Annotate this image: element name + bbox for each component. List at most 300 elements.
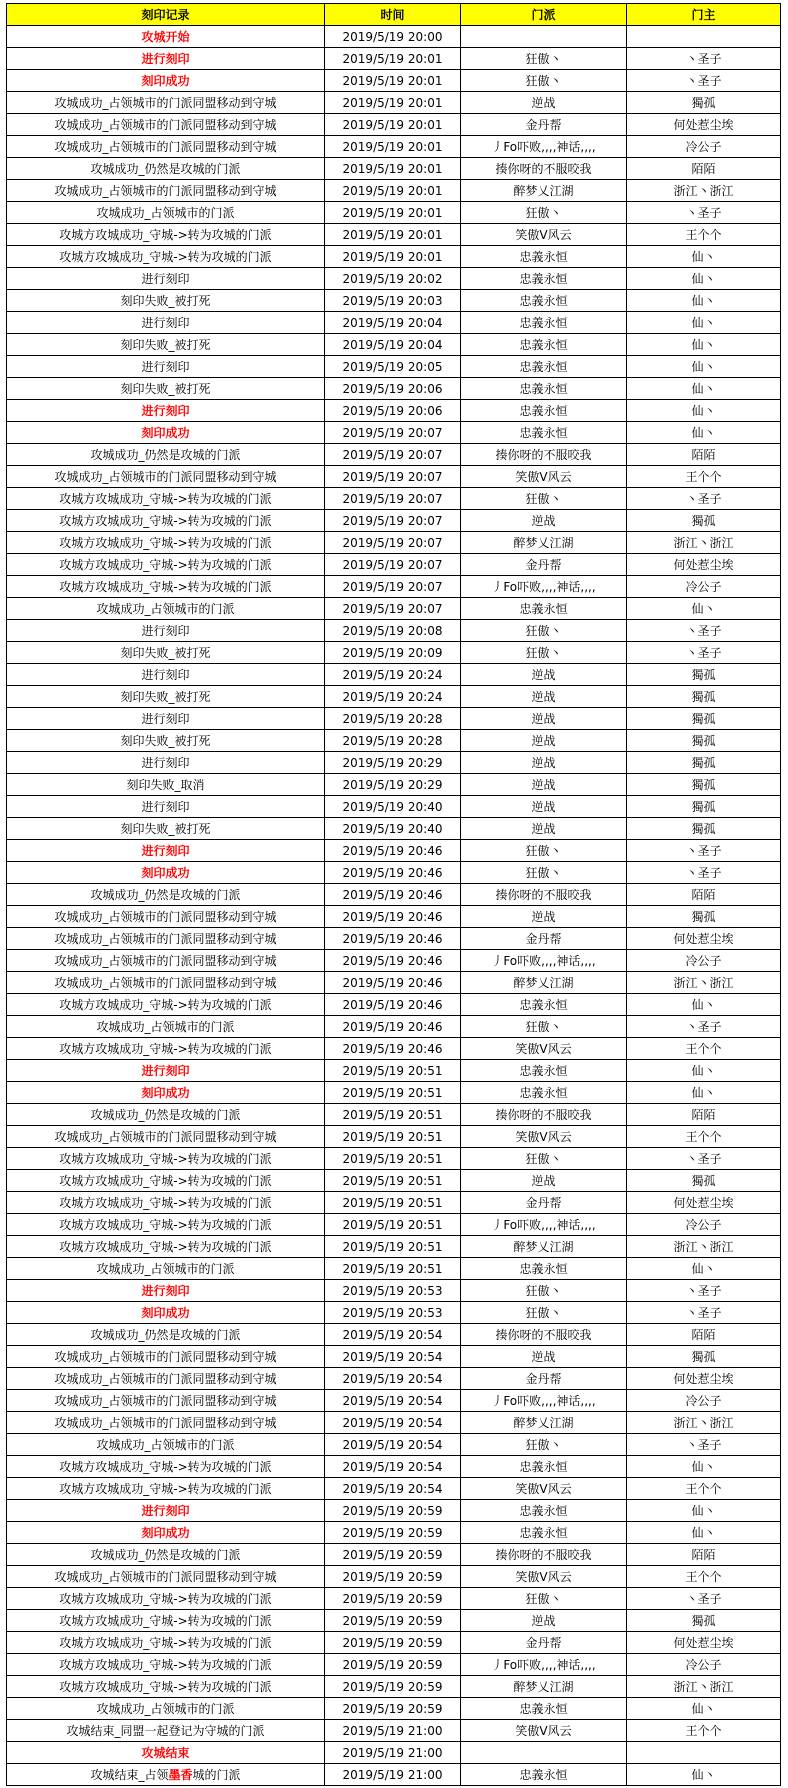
event-cell: 攻城方攻城成功_守城->转为攻城的门派 <box>7 224 325 246</box>
table-row <box>7 928 781 950</box>
sect-cell: 丿Fo吓败,,,,神话,,,, <box>461 950 627 972</box>
leader-cell: 何处惹尘埃 <box>627 1368 781 1390</box>
sect-cell: 逆战 <box>461 796 627 818</box>
sect-cell: 狂傲丶 <box>461 1588 627 1610</box>
event-cell: 进行刻印 <box>7 752 325 774</box>
sect-cell: 狂傲丶 <box>461 488 627 510</box>
event-cell: 攻城方攻城成功_守城->转为攻城的门派 <box>7 1192 325 1214</box>
leader-cell: 王个个 <box>627 466 781 488</box>
event-cell: 攻城成功_仍然是攻城的门派 <box>7 1544 325 1566</box>
table-row <box>7 1698 781 1720</box>
sect-cell: 狂傲丶 <box>461 620 627 642</box>
leader-cell: 獨孤 <box>627 1610 781 1632</box>
time-cell: 2019/5/19 20:04 <box>325 334 461 356</box>
sect-cell: 忠義永恒 <box>461 356 627 378</box>
sect-cell: 金丹帮 <box>461 1632 627 1654</box>
table-row <box>7 1566 781 1588</box>
sect-cell: 丿Fo吓败,,,,神话,,,, <box>461 136 627 158</box>
sect-cell: 金丹帮 <box>461 1192 627 1214</box>
sect-cell: 狂傲丶 <box>461 202 627 224</box>
leader-cell: 陌陌 <box>627 444 781 466</box>
event-cell: 进行刻印 <box>7 356 325 378</box>
time-cell: 2019/5/19 20:51 <box>325 1192 461 1214</box>
table-row <box>7 576 781 598</box>
leader-cell: 仙丶 <box>627 378 781 400</box>
sect-cell: 金丹帮 <box>461 114 627 136</box>
leader-cell: 丶圣子 <box>627 202 781 224</box>
table-row <box>7 1038 781 1060</box>
time-cell: 2019/5/19 20:59 <box>325 1654 461 1676</box>
event-cell: 攻城成功_占领城市的门派同盟移动到守城 <box>7 906 325 928</box>
time-cell: 2019/5/19 20:51 <box>325 1258 461 1280</box>
sect-cell: 忠義永恒 <box>461 1764 627 1786</box>
leader-cell: 獨孤 <box>627 708 781 730</box>
time-cell: 2019/5/19 20:24 <box>325 686 461 708</box>
table-row <box>7 1280 781 1302</box>
sect-cell: 醉梦乂江湖 <box>461 1236 627 1258</box>
table-row <box>7 1720 781 1742</box>
sect-cell: 狂傲丶 <box>461 1302 627 1324</box>
event-cell: 攻城成功_占领城市的门派同盟移动到守城 <box>7 1390 325 1412</box>
event-cell: 刻印成功 <box>7 1082 325 1104</box>
sect-cell: 逆战 <box>461 686 627 708</box>
leader-cell: 仙丶 <box>627 1082 781 1104</box>
time-cell: 2019/5/19 20:46 <box>325 950 461 972</box>
header-event: 刻印记录 <box>7 4 325 26</box>
table-row <box>7 1324 781 1346</box>
sect-cell: 揍你呀的不服咬我 <box>461 1324 627 1346</box>
sect-cell: 笑傲V风云 <box>461 1720 627 1742</box>
event-cell: 攻城成功_仍然是攻城的门派 <box>7 1324 325 1346</box>
leader-cell: 仙丶 <box>627 356 781 378</box>
table-row <box>7 1764 781 1786</box>
sect-cell: 笑傲V风云 <box>461 1126 627 1148</box>
event-cell: 攻城成功_占领城市的门派同盟移动到守城 <box>7 1368 325 1390</box>
time-cell: 2019/5/19 21:00 <box>325 1720 461 1742</box>
leader-cell: 獨孤 <box>627 818 781 840</box>
time-cell: 2019/5/19 20:59 <box>325 1632 461 1654</box>
table-body <box>7 26 781 1786</box>
event-cell: 刻印失败_被打死 <box>7 334 325 356</box>
time-cell: 2019/5/19 20:46 <box>325 994 461 1016</box>
leader-cell: 獨孤 <box>627 774 781 796</box>
sect-cell: 逆战 <box>461 1610 627 1632</box>
sect-cell: 逆战 <box>461 818 627 840</box>
sect-cell: 狂傲丶 <box>461 1016 627 1038</box>
leader-cell: 仙丶 <box>627 994 781 1016</box>
leader-cell: 陌陌 <box>627 1104 781 1126</box>
leader-cell: 獨孤 <box>627 664 781 686</box>
table-row <box>7 664 781 686</box>
leader-cell: 王个个 <box>627 1720 781 1742</box>
event-cell: 进行刻印 <box>7 708 325 730</box>
leader-cell: 丶圣子 <box>627 862 781 884</box>
time-cell: 2019/5/19 20:59 <box>325 1544 461 1566</box>
event-cell: 攻城成功_仍然是攻城的门派 <box>7 884 325 906</box>
table-row <box>7 1390 781 1412</box>
table-row <box>7 818 781 840</box>
event-cell: 攻城成功_占领城市的门派同盟移动到守城 <box>7 1412 325 1434</box>
table-row <box>7 1588 781 1610</box>
event-cell: 攻城方攻城成功_守城->转为攻城的门派 <box>7 510 325 532</box>
sect-cell: 笑傲V风云 <box>461 466 627 488</box>
event-cell: 进行刻印 <box>7 664 325 686</box>
table-row <box>7 224 781 246</box>
time-cell: 2019/5/19 20:59 <box>325 1522 461 1544</box>
event-cell: 攻城成功_仍然是攻城的门派 <box>7 158 325 180</box>
event-cell: 攻城方攻城成功_守城->转为攻城的门派 <box>7 554 325 576</box>
leader-cell: 仙丶 <box>627 312 781 334</box>
table-row <box>7 1060 781 1082</box>
leader-cell <box>627 26 781 48</box>
time-cell: 2019/5/19 20:02 <box>325 268 461 290</box>
header-sect: 门派 <box>461 4 627 26</box>
time-cell: 2019/5/19 20:46 <box>325 972 461 994</box>
sect-cell: 逆战 <box>461 730 627 752</box>
table-header-row <box>7 4 781 26</box>
table-row <box>7 1632 781 1654</box>
leader-cell: 仙丶 <box>627 246 781 268</box>
leader-cell: 仙丶 <box>627 268 781 290</box>
leader-cell: 王个个 <box>627 1478 781 1500</box>
table-row <box>7 136 781 158</box>
leader-cell: 獨孤 <box>627 510 781 532</box>
event-cell: 攻城方攻城成功_守城->转为攻城的门派 <box>7 1148 325 1170</box>
leader-cell: 冷公子 <box>627 576 781 598</box>
event-cell: 攻城结束_占领墨香城的门派 <box>7 1764 325 1786</box>
time-cell: 2019/5/19 20:08 <box>325 620 461 642</box>
leader-cell: 獨孤 <box>627 906 781 928</box>
event-cell: 进行刻印 <box>7 312 325 334</box>
leader-cell: 丶圣子 <box>627 1434 781 1456</box>
time-cell: 2019/5/19 20:46 <box>325 862 461 884</box>
sect-cell: 醉梦乂江湖 <box>461 1412 627 1434</box>
leader-cell: 王个个 <box>627 1126 781 1148</box>
table-row <box>7 444 781 466</box>
time-cell: 2019/5/19 20:01 <box>325 180 461 202</box>
event-cell: 攻城成功_占领城市的门派同盟移动到守城 <box>7 180 325 202</box>
table-row <box>7 1126 781 1148</box>
time-cell: 2019/5/19 20:54 <box>325 1478 461 1500</box>
sect-cell: 狂傲丶 <box>461 48 627 70</box>
event-cell: 攻城方攻城成功_守城->转为攻城的门派 <box>7 1588 325 1610</box>
event-cell: 攻城方攻城成功_守城->转为攻城的门派 <box>7 1236 325 1258</box>
leader-cell: 丶圣子 <box>627 488 781 510</box>
sect-cell: 醉梦乂江湖 <box>461 1676 627 1698</box>
leader-cell: 丶圣子 <box>627 48 781 70</box>
sect-cell: 醉梦乂江湖 <box>461 180 627 202</box>
time-cell: 2019/5/19 20:06 <box>325 400 461 422</box>
table-row <box>7 158 781 180</box>
table-row <box>7 642 781 664</box>
table-row <box>7 466 781 488</box>
event-cell: 进行刻印 <box>7 620 325 642</box>
leader-cell: 浙江丶浙江 <box>627 180 781 202</box>
sect-cell: 逆战 <box>461 708 627 730</box>
table-row <box>7 906 781 928</box>
leader-cell: 仙丶 <box>627 1522 781 1544</box>
sect-cell: 忠義永恒 <box>461 994 627 1016</box>
event-cell: 刻印失败_取消 <box>7 774 325 796</box>
table-row <box>7 1522 781 1544</box>
leader-cell: 冷公子 <box>627 1654 781 1676</box>
table-row <box>7 114 781 136</box>
table-row <box>7 268 781 290</box>
table-row <box>7 1412 781 1434</box>
time-cell: 2019/5/19 20:09 <box>325 642 461 664</box>
table-row <box>7 1214 781 1236</box>
sect-cell <box>461 1742 627 1764</box>
event-cell: 攻城成功_占领城市的门派同盟移动到守城 <box>7 928 325 950</box>
table-row <box>7 1346 781 1368</box>
leader-cell: 冷公子 <box>627 1214 781 1236</box>
time-cell: 2019/5/19 20:54 <box>325 1324 461 1346</box>
event-cell: 攻城成功_占领城市的门派同盟移动到守城 <box>7 972 325 994</box>
time-cell: 2019/5/19 20:06 <box>325 378 461 400</box>
leader-cell: 浙江丶浙江 <box>627 972 781 994</box>
leader-cell: 獨孤 <box>627 686 781 708</box>
sect-cell: 丿Fo吓败,,,,神话,,,, <box>461 1654 627 1676</box>
table-row <box>7 752 781 774</box>
header-leader: 门主 <box>627 4 781 26</box>
sect-cell: 忠義永恒 <box>461 1258 627 1280</box>
event-cell: 攻城方攻城成功_守城->转为攻城的门派 <box>7 532 325 554</box>
leader-cell: 冷公子 <box>627 136 781 158</box>
time-cell: 2019/5/19 20:07 <box>325 444 461 466</box>
sect-cell: 逆战 <box>461 774 627 796</box>
highlighted-city-name: 墨香 <box>168 1767 193 1782</box>
event-cell: 攻城方攻城成功_守城->转为攻城的门派 <box>7 1170 325 1192</box>
sect-cell: 忠義永恒 <box>461 312 627 334</box>
sect-cell: 笑傲V风云 <box>461 1566 627 1588</box>
time-cell: 2019/5/19 20:07 <box>325 576 461 598</box>
sect-cell: 忠義永恒 <box>461 378 627 400</box>
time-cell: 2019/5/19 20:01 <box>325 224 461 246</box>
sect-cell: 揍你呀的不服咬我 <box>461 884 627 906</box>
time-cell: 2019/5/19 20:07 <box>325 598 461 620</box>
time-cell: 2019/5/19 20:07 <box>325 422 461 444</box>
event-cell: 刻印成功 <box>7 422 325 444</box>
event-cell: 进行刻印 <box>7 268 325 290</box>
leader-cell: 獨孤 <box>627 1170 781 1192</box>
table-row <box>7 1434 781 1456</box>
time-cell: 2019/5/19 20:07 <box>325 488 461 510</box>
sect-cell: 丿Fo吓败,,,,神话,,,, <box>461 1390 627 1412</box>
time-cell: 2019/5/19 20:29 <box>325 752 461 774</box>
leader-cell: 仙丶 <box>627 1698 781 1720</box>
event-cell: 进行刻印 <box>7 840 325 862</box>
sect-cell: 狂傲丶 <box>461 1434 627 1456</box>
sect-cell: 忠義永恒 <box>461 400 627 422</box>
leader-cell: 陌陌 <box>627 1324 781 1346</box>
table-row <box>7 950 781 972</box>
event-cell: 进行刻印 <box>7 1500 325 1522</box>
event-cell: 攻城成功_占领城市的门派同盟移动到守城 <box>7 1346 325 1368</box>
sect-cell: 逆战 <box>461 1346 627 1368</box>
event-cell: 攻城方攻城成功_守城->转为攻城的门派 <box>7 1456 325 1478</box>
leader-cell: 何处惹尘埃 <box>627 554 781 576</box>
time-cell: 2019/5/19 20:51 <box>325 1214 461 1236</box>
sect-cell: 揍你呀的不服咬我 <box>461 1544 627 1566</box>
time-cell: 2019/5/19 20:01 <box>325 48 461 70</box>
event-cell: 攻城方攻城成功_守城->转为攻城的门派 <box>7 1676 325 1698</box>
time-cell: 2019/5/19 21:00 <box>325 1742 461 1764</box>
table-row <box>7 92 781 114</box>
time-cell: 2019/5/19 20:51 <box>325 1170 461 1192</box>
time-cell: 2019/5/19 20:01 <box>325 70 461 92</box>
sect-cell: 揍你呀的不服咬我 <box>461 158 627 180</box>
event-cell: 攻城成功_占领城市的门派同盟移动到守城 <box>7 950 325 972</box>
event-cell: 攻城结束 <box>7 1742 325 1764</box>
leader-cell: 丶圣子 <box>627 1280 781 1302</box>
leader-cell: 冷公子 <box>627 1390 781 1412</box>
event-cell: 攻城成功_占领城市的门派 <box>7 202 325 224</box>
table-row <box>7 180 781 202</box>
time-cell: 2019/5/19 20:07 <box>325 466 461 488</box>
sect-cell: 狂傲丶 <box>461 70 627 92</box>
table-row <box>7 1170 781 1192</box>
table-row <box>7 1192 781 1214</box>
table-row <box>7 290 781 312</box>
time-cell: 2019/5/19 20:01 <box>325 202 461 224</box>
event-cell: 刻印成功 <box>7 862 325 884</box>
leader-cell: 丶圣子 <box>627 1148 781 1170</box>
time-cell: 2019/5/19 20:05 <box>325 356 461 378</box>
time-cell: 2019/5/19 20:28 <box>325 730 461 752</box>
time-cell: 2019/5/19 20:54 <box>325 1456 461 1478</box>
leader-cell: 仙丶 <box>627 334 781 356</box>
event-cell: 攻城成功_占领城市的门派 <box>7 1434 325 1456</box>
leader-cell: 仙丶 <box>627 290 781 312</box>
leader-cell: 仙丶 <box>627 400 781 422</box>
sect-cell: 醉梦乂江湖 <box>461 972 627 994</box>
leader-cell: 仙丶 <box>627 1060 781 1082</box>
sect-cell: 忠義永恒 <box>461 334 627 356</box>
event-cell: 攻城成功_占领城市的门派 <box>7 1016 325 1038</box>
leader-cell: 丶圣子 <box>627 1302 781 1324</box>
sect-cell: 忠義永恒 <box>461 1698 627 1720</box>
sect-cell: 逆战 <box>461 664 627 686</box>
time-cell: 2019/5/19 20:01 <box>325 246 461 268</box>
sect-cell: 丿Fo吓败,,,,神话,,,, <box>461 576 627 598</box>
time-cell: 2019/5/19 20:54 <box>325 1346 461 1368</box>
table-row <box>7 422 781 444</box>
time-cell: 2019/5/19 20:07 <box>325 510 461 532</box>
time-cell: 2019/5/19 20:29 <box>325 774 461 796</box>
leader-cell: 浙江丶浙江 <box>627 532 781 554</box>
event-cell: 刻印成功 <box>7 70 325 92</box>
table-row <box>7 554 781 576</box>
table-row <box>7 400 781 422</box>
event-cell: 攻城成功_占领城市的门派同盟移动到守城 <box>7 136 325 158</box>
leader-cell: 獨孤 <box>627 752 781 774</box>
sect-cell: 忠義永恒 <box>461 246 627 268</box>
table-row <box>7 884 781 906</box>
table-row <box>7 26 781 48</box>
leader-cell: 仙丶 <box>627 1500 781 1522</box>
time-cell: 2019/5/19 20:51 <box>325 1236 461 1258</box>
event-cell: 攻城方攻城成功_守城->转为攻城的门派 <box>7 1214 325 1236</box>
table-row <box>7 1500 781 1522</box>
sect-cell: 醉梦乂江湖 <box>461 532 627 554</box>
sect-cell: 忠義永恒 <box>461 1522 627 1544</box>
time-cell: 2019/5/19 20:00 <box>325 26 461 48</box>
leader-cell: 丶圣子 <box>627 840 781 862</box>
leader-cell: 浙江丶浙江 <box>627 1676 781 1698</box>
event-cell: 攻城成功_占领城市的门派 <box>7 1698 325 1720</box>
sect-cell: 逆战 <box>461 510 627 532</box>
time-cell: 2019/5/19 20:59 <box>325 1588 461 1610</box>
time-cell: 2019/5/19 20:59 <box>325 1698 461 1720</box>
event-cell: 进行刻印 <box>7 796 325 818</box>
table-row <box>7 1456 781 1478</box>
event-cell: 刻印成功 <box>7 1522 325 1544</box>
leader-cell: 仙丶 <box>627 598 781 620</box>
sect-cell: 狂傲丶 <box>461 840 627 862</box>
table-row <box>7 1236 781 1258</box>
event-cell: 进行刻印 <box>7 1280 325 1302</box>
event-cell: 攻城方攻城成功_守城->转为攻城的门派 <box>7 1610 325 1632</box>
event-cell: 攻城结束_同盟一起登记为守城的门派 <box>7 1720 325 1742</box>
leader-cell: 獨孤 <box>627 796 781 818</box>
sect-cell: 狂傲丶 <box>461 1148 627 1170</box>
event-cell: 攻城成功_占领城市的门派同盟移动到守城 <box>7 466 325 488</box>
time-cell: 2019/5/19 20:46 <box>325 884 461 906</box>
sect-cell: 逆战 <box>461 906 627 928</box>
event-cell: 进行刻印 <box>7 48 325 70</box>
event-cell: 刻印失败_被打死 <box>7 378 325 400</box>
table-row <box>7 532 781 554</box>
event-cell: 进行刻印 <box>7 1060 325 1082</box>
leader-cell: 獨孤 <box>627 92 781 114</box>
sect-cell: 忠義永恒 <box>461 1456 627 1478</box>
sect-cell: 笑傲V风云 <box>461 1478 627 1500</box>
time-cell: 2019/5/19 20:46 <box>325 1016 461 1038</box>
event-cell: 刻印失败_被打死 <box>7 818 325 840</box>
sect-cell: 狂傲丶 <box>461 642 627 664</box>
sect-cell: 逆战 <box>461 1170 627 1192</box>
time-cell: 2019/5/19 20:01 <box>325 92 461 114</box>
time-cell: 2019/5/19 20:54 <box>325 1390 461 1412</box>
table-row <box>7 48 781 70</box>
table-row <box>7 1368 781 1390</box>
event-cell: 攻城成功_占领城市的门派同盟移动到守城 <box>7 92 325 114</box>
event-cell: 攻城成功_占领城市的门派同盟移动到守城 <box>7 1126 325 1148</box>
table-row <box>7 1302 781 1324</box>
table-row <box>7 378 781 400</box>
leader-cell: 獨孤 <box>627 730 781 752</box>
leader-cell: 何处惹尘埃 <box>627 1632 781 1654</box>
log-table-container <box>6 3 781 1786</box>
leader-cell: 仙丶 <box>627 1456 781 1478</box>
leader-cell: 王个个 <box>627 1566 781 1588</box>
table-row <box>7 202 781 224</box>
sect-cell: 笑傲V风云 <box>461 224 627 246</box>
time-cell: 2019/5/19 20:46 <box>325 906 461 928</box>
time-cell: 2019/5/19 20:01 <box>325 114 461 136</box>
table-row <box>7 1148 781 1170</box>
event-cell: 攻城开始 <box>7 26 325 48</box>
table-row <box>7 246 781 268</box>
table-row <box>7 796 781 818</box>
table-row <box>7 774 781 796</box>
event-cell: 刻印失败_被打死 <box>7 730 325 752</box>
sect-cell: 金丹帮 <box>461 1368 627 1390</box>
leader-cell: 丶圣子 <box>627 620 781 642</box>
sect-cell: 狂傲丶 <box>461 1280 627 1302</box>
time-cell: 2019/5/19 20:54 <box>325 1368 461 1390</box>
sect-cell: 忠義永恒 <box>461 290 627 312</box>
